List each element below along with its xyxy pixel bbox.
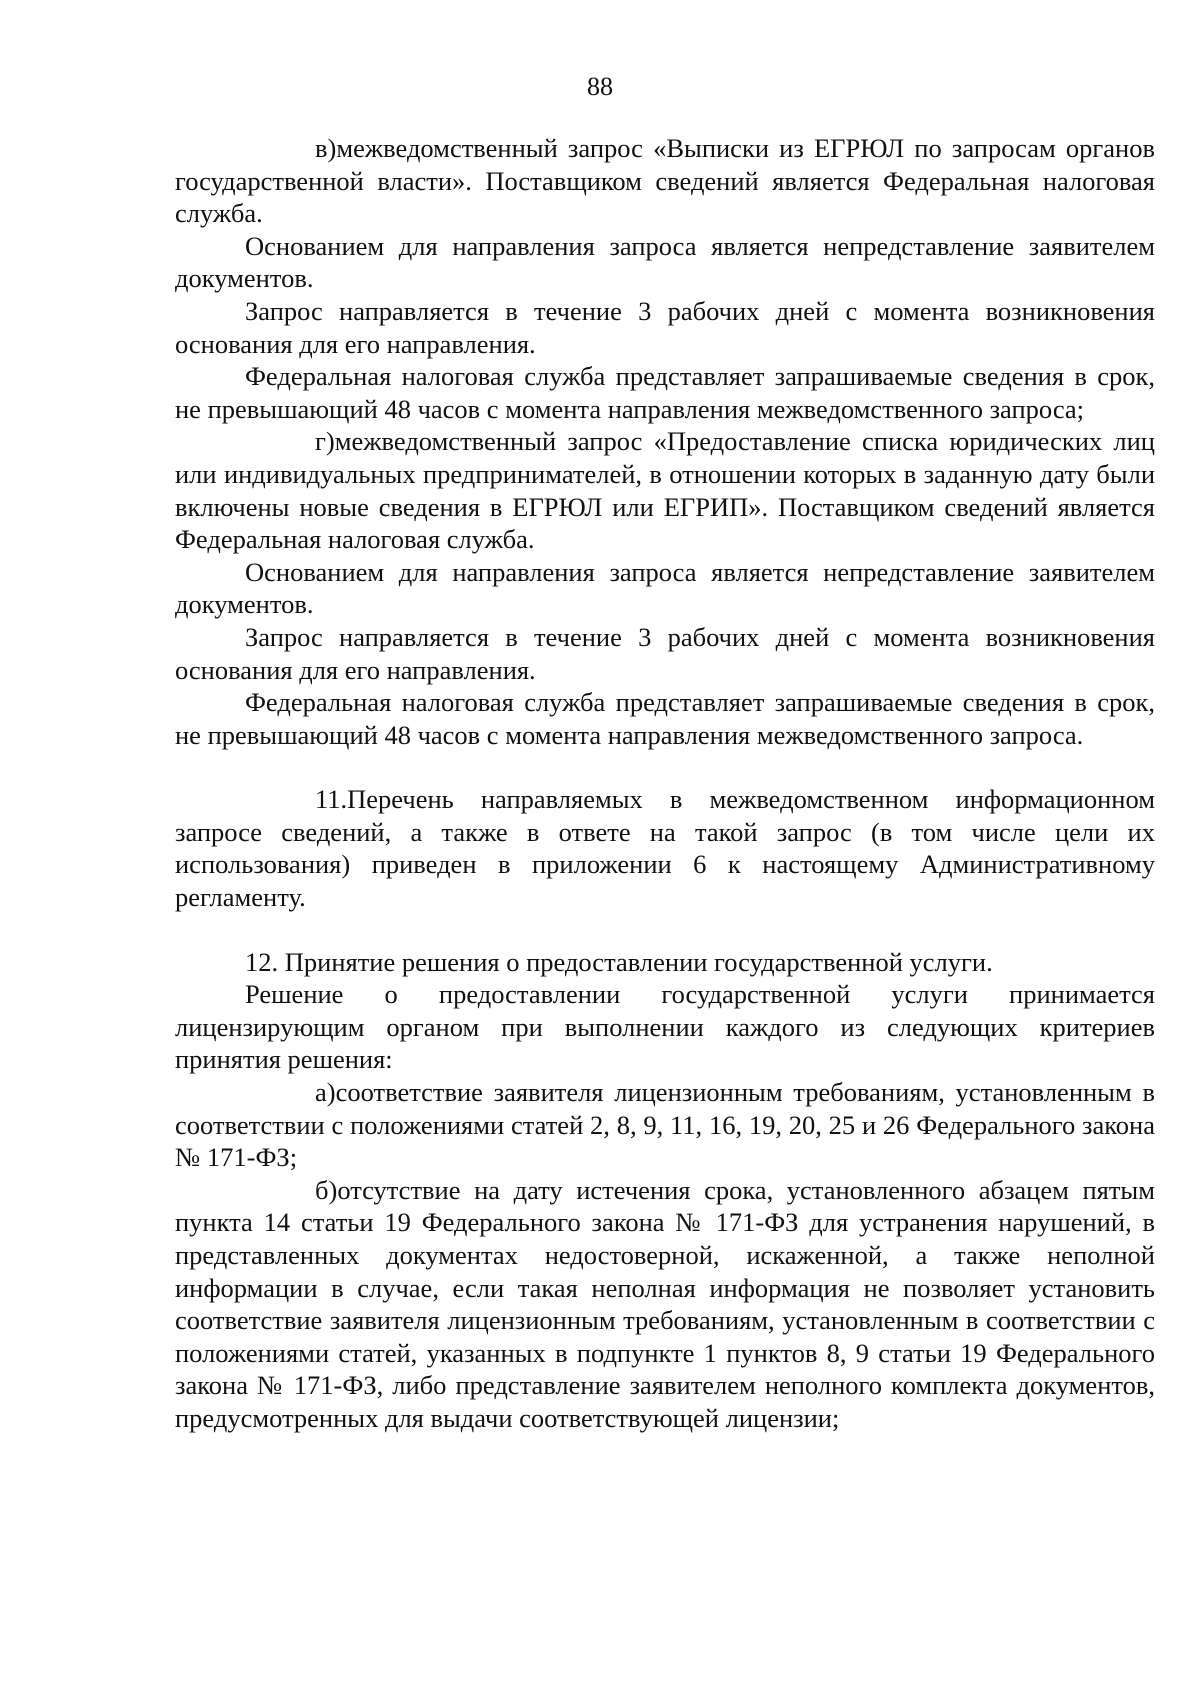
paragraph <box>175 425 1155 555</box>
paragraph-text: Основанием для направления запроса является непредставление заявителем документов. <box>175 230 1155 294</box>
paragraph-text: Запрос направляется в течение 3 рабочих дней с момента возникновения основания для его направления. <box>175 621 1155 685</box>
list-marker: б) <box>315 1174 338 1205</box>
paragraph <box>175 556 1155 621</box>
paragraph-text: межведомственный запрос «Выписки из ЕГРЮЛ по запросам органов государственной власти». Поставщиком сведений является Федеральная налоговая служба. <box>175 133 1155 229</box>
paragraph <box>175 132 1155 230</box>
paragraph <box>175 686 1155 751</box>
list-marker: а) <box>315 1077 336 1108</box>
paragraph <box>175 621 1155 686</box>
paragraph-gap <box>175 751 1155 783</box>
paragraph-text: Запрос направляется в течение 3 рабочих дней с момента возникновения основания для его направления. <box>175 295 1155 359</box>
paragraph-text: межведомственный запрос «Предоставление списка юридических лиц или индивидуальных предпринимателей, в отношении которых в заданную дату были включены новые сведения в ЕГРЮЛ или ЕГРИП». Поставщиком сведений является Федеральная налоговая служба. <box>175 426 1155 555</box>
paragraph-text: отсутствие на дату истечения срока, установленного абзацем пятым пункта 14 статьи 19 Федерального закона № 171-ФЗ для устранения нарушений, в представленных документах недостоверной, искаженной, а также неполной информации в случае, если такая неполная информация не позволяет установить соответствие заявителя лицензионным требованиям, установленным в соответствии с положениями статей, указанных в подпункте 1 пунктов 8, 9 статьи 19 Федерального закона № 171-ФЗ, либо представление заявителем неполного комплекта документов, предусмотренных для выдачи соответствующей лицензии; <box>175 1174 1155 1433</box>
paragraph-text: Основанием для направления запроса является непредставление заявителем документов. <box>175 556 1155 620</box>
paragraph-text: Решение о предоставлении государственной услуги принимается лицензирующим органом при выполнении каждого из следующих критериев принятия решения: <box>175 979 1155 1075</box>
paragraph-text: Перечень направляемых в межведомственном информационном запросе сведений, а также в ответе на такой запрос (в том числе цели их использования) приведен в приложении 6 к настоящему Административному регламенту. <box>175 784 1155 913</box>
paragraph <box>175 1076 1155 1174</box>
list-marker: в) <box>315 133 337 163</box>
list-marker: г) <box>315 426 335 457</box>
paragraph <box>175 783 1155 913</box>
paragraph <box>175 946 1155 979</box>
document-body <box>175 132 1155 1435</box>
paragraph-text: Федеральная налоговая служба представляет запрашиваемые сведения в срок, не превышающий 48 часов с момента направления межведомственного запроса. <box>175 687 1155 750</box>
paragraph <box>175 230 1155 295</box>
paragraph <box>175 978 1155 1076</box>
paragraph-text: соответствие заявителя лицензионным требованиям, установленным в соответствии с положениями статей 2, 8, 9, 11, 16, 19, 20, 25 и 26 Федерального закона № 171-ФЗ; <box>175 1077 1155 1173</box>
paragraph-text: Федеральная налоговая служба представляет запрашиваемые сведения в срок, не превышающий 48 часов с момента направления межведомственного запроса; <box>175 361 1155 424</box>
paragraph <box>175 1174 1155 1435</box>
list-marker: 11. <box>315 784 348 815</box>
paragraph <box>175 360 1155 425</box>
paragraph-gap <box>175 914 1155 946</box>
paragraph <box>175 295 1155 360</box>
paragraph-text: 12. Принятие решения о предоставлении государственной услуги. <box>245 946 993 977</box>
page-number: 88 <box>587 72 613 101</box>
